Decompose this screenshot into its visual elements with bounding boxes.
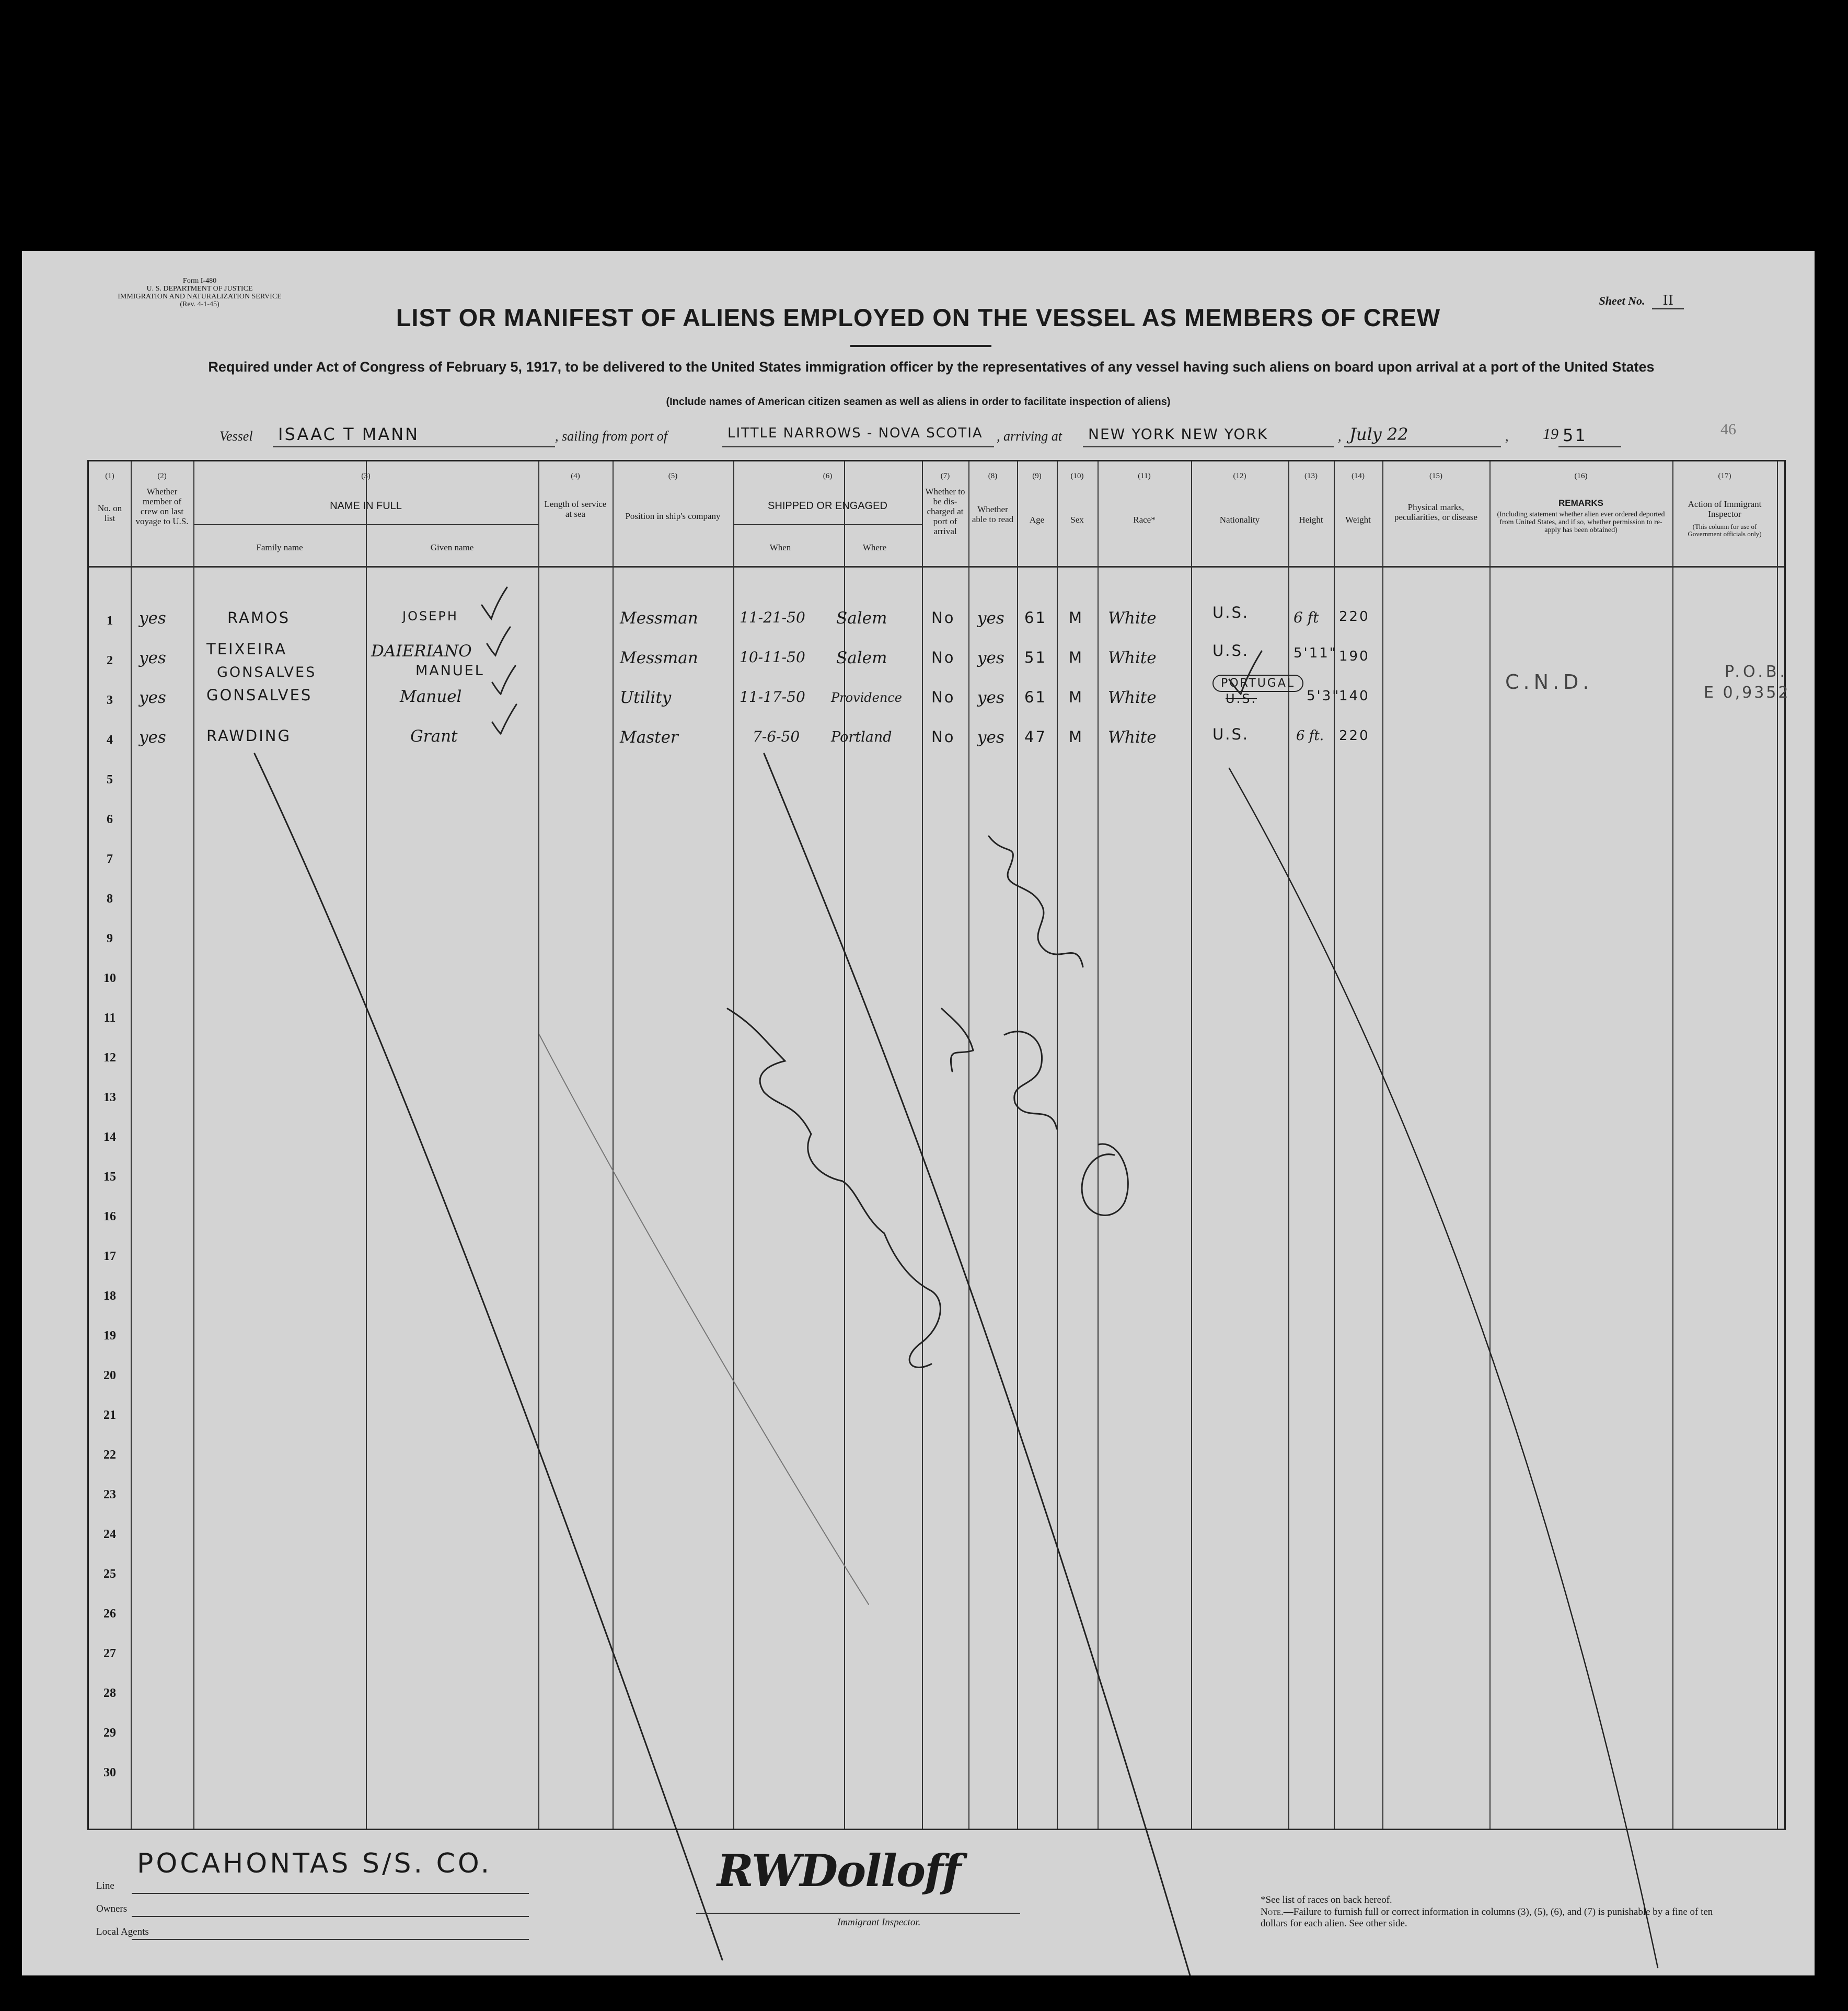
page-number: 46 <box>1720 421 1736 438</box>
col-16-number: (16) <box>1574 472 1588 480</box>
height-cell: 6 ft. <box>1296 728 1324 744</box>
revision: (Rev. 4-1-45) <box>180 301 220 308</box>
where-header: Where <box>862 542 887 552</box>
include-note: (Include names of American citizen seamen as well as aliens in order to facilitate inspection of aliens) <box>666 396 1171 408</box>
row-number: 30 <box>103 1766 116 1779</box>
race-cell: White <box>1108 688 1157 707</box>
col-5-header: Position in ship's company <box>625 511 721 521</box>
col-13-number: (13) <box>1304 472 1318 480</box>
when-cell: 11-17-50 <box>740 688 805 706</box>
fine-note <box>1261 1906 1720 1929</box>
row-number: 3 <box>107 694 113 707</box>
row-number: 10 <box>103 972 116 985</box>
col-5-number: (5) <box>668 472 678 480</box>
age-cell: 47 <box>1024 728 1047 746</box>
line-value: POCAHONTAS S/S. CO. <box>137 1848 492 1879</box>
sex-cell: M <box>1069 688 1084 706</box>
row-number: 22 <box>103 1448 116 1462</box>
nationality-cell: U.S. <box>1226 691 1257 706</box>
family-name-header: Family name <box>256 542 303 552</box>
sheet-number <box>1599 293 1684 308</box>
nationality-cell: U.S. <box>1212 725 1250 743</box>
title-rule <box>850 345 991 347</box>
row-number: 11 <box>103 1011 116 1025</box>
weight-cell: 190 <box>1339 649 1370 664</box>
row-number: 23 <box>103 1488 116 1501</box>
age-cell: 61 <box>1024 609 1047 627</box>
col-14-number: (14) <box>1352 472 1365 480</box>
row-number: 26 <box>103 1607 116 1621</box>
col-7-number: (7) <box>940 472 950 480</box>
col-10-number: (10) <box>1070 472 1084 480</box>
crew-table <box>87 460 1791 1830</box>
year-suffix: 51 <box>1563 425 1587 445</box>
col-17-subheader: (This column for use of Government officials only) <box>1688 523 1762 538</box>
col-9-number: (9) <box>1032 472 1042 480</box>
row-number: 24 <box>103 1528 116 1541</box>
col-6-header: SHIPPED OR ENGAGED <box>768 500 887 512</box>
family-name-cell: RAWDING <box>206 727 291 745</box>
row-number: 7 <box>107 852 113 866</box>
position-cell: Master <box>620 728 678 747</box>
col-13-header: Height <box>1299 515 1323 525</box>
requirement-text: Required under Act of Congress of February 5, 1917, to be delivered to the United States immigration officer by the representatives of any vessel having such aliens on board upon arrival at a port of the United States <box>208 359 1655 375</box>
action-cell-line2: E 0,9352 <box>1704 684 1791 702</box>
prev-voyage-cell: yes <box>139 609 166 628</box>
discharged-cell: No <box>931 728 955 746</box>
where-cell: Salem <box>836 649 887 667</box>
row-number: 27 <box>103 1647 116 1660</box>
when-header: When <box>769 542 791 552</box>
given-name-header: Given name <box>430 542 474 552</box>
row-number: 13 <box>103 1091 116 1104</box>
row-number: 15 <box>103 1170 116 1184</box>
remarks-cell: C.N.D. <box>1505 671 1593 694</box>
row-number: 4 <box>107 733 113 747</box>
col-3-header: NAME IN FULL <box>330 500 402 512</box>
col-15-number: (15) <box>1429 472 1442 480</box>
owners-label: Owners <box>96 1903 128 1914</box>
row-number: 8 <box>107 892 113 906</box>
col-15-header: Physical marks, peculiarities, or disease <box>1394 502 1478 522</box>
age-cell: 51 <box>1024 649 1047 666</box>
given-name-cell: Grant <box>410 727 458 746</box>
races-note: *See list of races on back hereof. <box>1261 1894 1392 1905</box>
sheet-value: II <box>1652 293 1684 309</box>
form-number: Form I-480 <box>182 277 217 285</box>
arrival-port: NEW YORK NEW YORK <box>1088 425 1268 443</box>
col-2-number: (2) <box>157 472 167 480</box>
col-8-number: (8) <box>988 472 998 480</box>
nationality-correction: PORTUGAL <box>1212 675 1303 692</box>
row-number: 9 <box>107 932 113 945</box>
prev-voyage-cell: yes <box>139 728 166 747</box>
row-number: 25 <box>103 1567 116 1581</box>
row-number: 1 <box>107 614 113 628</box>
local-agents-label: Local Agents <box>96 1926 149 1937</box>
col-8-header: Whether able to read <box>972 504 1014 524</box>
race-cell: White <box>1108 728 1157 747</box>
height-cell: 6 ft <box>1293 609 1319 626</box>
arrival-date: July 22 <box>1349 424 1408 444</box>
read-cell: yes <box>977 649 1004 667</box>
discharged-cell: No <box>931 609 955 627</box>
manifest-sheet <box>22 251 1815 1975</box>
col-11-header: Race* <box>1133 515 1156 525</box>
family-name-correction: GONSALVES <box>217 664 317 680</box>
col-17-header: Action of Immigrant Inspector <box>1688 499 1762 519</box>
row-number: 21 <box>103 1408 116 1422</box>
row-number: 5 <box>107 773 113 787</box>
col-1-header: No. on list <box>97 503 122 523</box>
given-name-cell: Manuel <box>400 687 462 706</box>
position-cell: Messman <box>620 609 698 628</box>
weight-cell: 140 <box>1339 688 1370 704</box>
where-cell: Salem <box>836 609 887 628</box>
row-number: 18 <box>103 1289 116 1303</box>
when-cell: 7-6-50 <box>753 728 800 745</box>
sex-cell: M <box>1069 728 1084 746</box>
row-number: 16 <box>103 1210 116 1223</box>
note-text: —Failure to furnish full or correct information in columns (3), (5), (6), and (7) is punishable by a fine of ten dollars for each alien. See other side. <box>1261 1906 1713 1929</box>
race-cell: White <box>1108 649 1157 667</box>
family-name-cell: TEIXEIRA <box>206 640 287 658</box>
row-number: 28 <box>103 1686 116 1700</box>
when-cell: 10-11-50 <box>740 649 805 666</box>
inspector-label: Immigrant Inspector. <box>837 1917 921 1928</box>
col-11-number: (11) <box>1138 472 1151 480</box>
col-6-number: (6) <box>823 472 833 480</box>
year-prefix: 19 <box>1543 425 1558 443</box>
form-title: LIST OR MANIFEST OF ALIENS EMPLOYED ON THE VESSEL AS MEMBERS OF CREW <box>396 304 1441 331</box>
read-cell: yes <box>977 728 1004 747</box>
col-1-number: (1) <box>105 472 114 480</box>
weight-cell: 220 <box>1339 609 1370 625</box>
given-name-cell: DAIERIANO <box>371 642 472 661</box>
row-number: 6 <box>107 813 113 826</box>
note-label: Note. <box>1261 1906 1284 1917</box>
col-9-header: Age <box>1029 515 1045 525</box>
sex-cell: M <box>1069 649 1084 666</box>
col-14-header: Weight <box>1345 515 1371 525</box>
vessel-label: Vessel <box>220 429 253 444</box>
nationality-cell: U.S. <box>1212 642 1250 660</box>
age-cell: 61 <box>1024 688 1047 706</box>
row-number: 12 <box>103 1051 116 1065</box>
col-7-header: Whether to be dis-charged at port of arrival <box>925 487 965 536</box>
row-number: 19 <box>103 1329 116 1343</box>
family-name-cell: GONSALVES <box>206 686 313 704</box>
department: U. S. DEPARTMENT OF JUSTICE <box>146 285 253 293</box>
row-number: 29 <box>103 1726 116 1740</box>
col-10-header: Sex <box>1070 515 1084 525</box>
line-label: Line <box>96 1880 114 1891</box>
position-cell: Messman <box>620 649 698 667</box>
action-cell-line1: P.O.B. <box>1725 663 1788 681</box>
discharged-cell: No <box>931 649 955 666</box>
col-16-subheader: (Including statement whether alien ever ordered deported from United States, and if so, whether permission to re-apply has been obtained) <box>1497 511 1665 534</box>
col-4-number: (4) <box>571 472 580 480</box>
height-cell: 5'3" <box>1307 688 1341 704</box>
nationality-cell: U.S. <box>1212 604 1250 621</box>
read-cell: yes <box>977 688 1004 707</box>
when-cell: 11-21-50 <box>740 609 805 626</box>
height-cell: 5'11" <box>1293 645 1337 661</box>
given-name-cell: JOSEPH <box>402 609 458 623</box>
prev-voyage-cell: yes <box>139 649 166 667</box>
where-cell: Providence <box>831 690 902 705</box>
read-cell: yes <box>977 609 1004 628</box>
race-cell: White <box>1108 609 1157 628</box>
col-2-header: Whether member of crew on last voyage to U.S. <box>135 487 189 526</box>
from-port: LITTLE NARROWS - NOVA SCOTIA <box>727 425 983 441</box>
col-12-number: (12) <box>1233 472 1246 480</box>
weight-cell: 220 <box>1339 728 1370 744</box>
from-label: , sailing from port of <box>555 429 668 444</box>
row-number: 17 <box>103 1250 116 1263</box>
sheet-label: Sheet No. <box>1599 294 1645 307</box>
discharged-cell: No <box>931 688 955 706</box>
col-3-number: (3) <box>361 472 371 480</box>
col-17-number: (17) <box>1718 472 1731 480</box>
voyage-line: Vessel ISAAC T MANN , sailing from port of LITTLE NARROWS - NOVA SCOTIA , arriving at NEW YORK NEW YORK , July 22 , 19 51 <box>200 423 1747 450</box>
vessel-name: ISAAC T MANN <box>278 424 420 444</box>
service: IMMIGRATION AND NATURALIZATION SERVICE <box>118 293 282 301</box>
family-name-cell: RAMOS <box>227 609 291 627</box>
inspector-signature: RWDolloff <box>717 1845 961 1897</box>
row-number: 20 <box>103 1369 116 1382</box>
row-number: 14 <box>103 1130 116 1144</box>
col-4-header: Length of service at sea <box>544 499 607 519</box>
col-12-header: Nationality <box>1219 515 1260 525</box>
given-name-correction: MANUEL <box>415 663 484 679</box>
position-cell: Utility <box>620 688 672 707</box>
row-number: 2 <box>107 654 113 667</box>
where-cell: Portland <box>831 729 892 745</box>
prev-voyage-cell: yes <box>139 688 166 707</box>
arriving-label: , arriving at <box>997 429 1062 444</box>
col-16-header: REMARKS <box>1558 498 1603 508</box>
sex-cell: M <box>1069 609 1084 627</box>
